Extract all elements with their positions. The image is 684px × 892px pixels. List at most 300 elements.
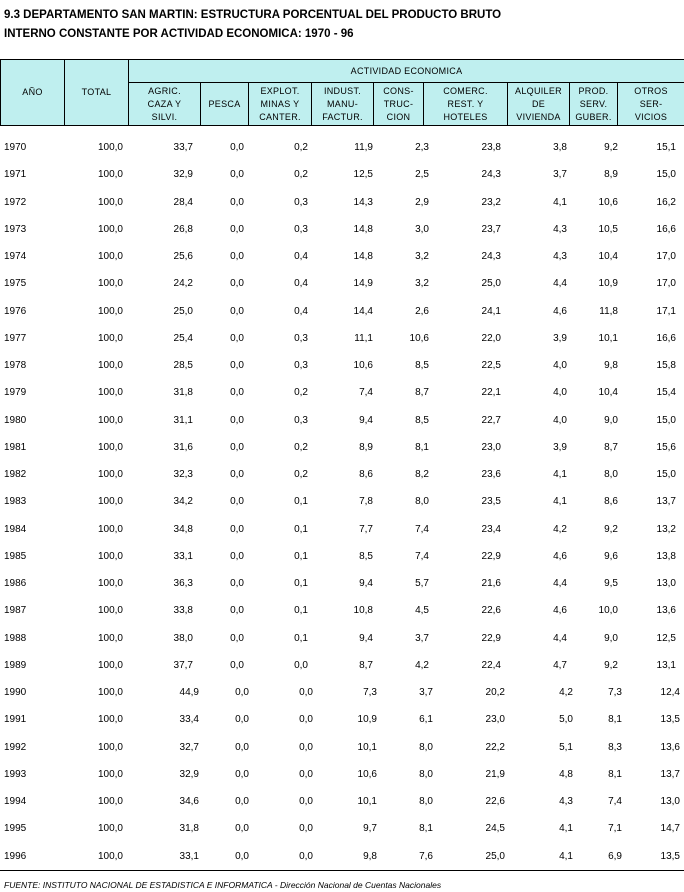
value-cell: 0,0	[235, 768, 249, 780]
value-cell: 3,2	[415, 278, 429, 290]
value-cell: 21,6	[481, 578, 501, 589]
value-cell: 0,0	[299, 823, 313, 835]
header-activity-group: ACTIVIDAD ECONOMICA	[129, 60, 684, 83]
value-cell: 4,2	[415, 659, 429, 671]
value-cell: 10,6	[353, 360, 373, 371]
header-line: PROD.	[578, 85, 609, 96]
year-cell: 1994	[4, 796, 27, 807]
value-cell: 8,6	[604, 496, 618, 508]
table-row	[0, 405, 684, 432]
value-cell: 100,0	[97, 441, 123, 453]
value-cell: 100,0	[97, 714, 123, 726]
header-line: PESCA	[208, 98, 241, 109]
table-row	[0, 541, 684, 568]
value-cell: 13,5	[660, 850, 680, 862]
value-cell: 44,9	[179, 687, 199, 698]
value-cell: 22,0	[481, 332, 501, 344]
value-cell: 8,6	[359, 469, 373, 480]
value-cell: 9,4	[359, 414, 373, 426]
value-cell: 0,0	[299, 850, 313, 862]
year-cell: 1978	[4, 360, 27, 371]
table-row	[0, 486, 684, 513]
year-cell: 1974	[4, 251, 27, 262]
value-cell: 7,4	[415, 523, 429, 535]
value-cell: 100,0	[97, 741, 123, 753]
value-cell: 38,0	[173, 632, 193, 644]
value-cell: 24,5	[485, 823, 505, 835]
value-cell: 0,3	[294, 414, 308, 426]
value-cell: 100,0	[97, 605, 123, 617]
year-cell: 1977	[4, 332, 27, 344]
year-cell: 1975	[4, 278, 27, 290]
table-row	[0, 759, 684, 786]
value-cell: 8,1	[419, 823, 433, 835]
header-line: REST. Y	[447, 98, 484, 109]
header-line: VIVIENDA	[516, 111, 561, 122]
table-body	[0, 132, 684, 868]
value-cell: 0,0	[230, 169, 244, 181]
value-cell: 0,0	[294, 659, 308, 671]
value-cell: 100,0	[97, 796, 123, 807]
table-row	[0, 432, 684, 459]
value-cell: 34,2	[173, 496, 193, 508]
value-cell: 4,6	[553, 305, 567, 317]
value-cell: 0,0	[230, 578, 244, 589]
value-cell: 0,0	[230, 278, 244, 290]
header-line: SER-	[639, 98, 663, 109]
value-cell: 14,9	[353, 278, 373, 290]
value-cell: 9,4	[359, 632, 373, 644]
table-title-line-1: 9.3 DEPARTAMENTO SAN MARTIN: ESTRUCTURA PORCENTUAL DEL PRODUCTO BRUTO	[4, 9, 502, 21]
value-cell: 23,0	[485, 714, 505, 726]
table-row	[0, 350, 684, 377]
value-cell: 0,0	[230, 251, 244, 262]
year-cell: 1976	[4, 305, 27, 317]
table-row	[0, 813, 684, 840]
value-cell: 0,0	[235, 796, 249, 807]
value-cell: 7,4	[415, 550, 429, 562]
value-cell: 10,0	[598, 605, 618, 617]
value-cell: 17,0	[656, 278, 676, 290]
table-row	[0, 732, 684, 759]
value-cell: 23,2	[481, 196, 501, 208]
value-cell: 11,1	[354, 332, 373, 344]
header-line: CANTER.	[259, 111, 301, 122]
value-cell: 32,3	[173, 469, 193, 480]
year-cell: 1972	[4, 196, 27, 208]
value-cell: 0,0	[230, 196, 244, 208]
year-cell: 1970	[4, 142, 27, 153]
value-cell: 14,7	[660, 823, 680, 835]
year-cell: 1973	[4, 223, 27, 235]
year-cell: 1984	[4, 523, 27, 535]
value-cell: 10,4	[598, 251, 618, 262]
value-cell: 24,2	[173, 278, 193, 290]
value-cell: 13,8	[656, 550, 676, 562]
value-cell: 0,2	[294, 469, 308, 480]
value-cell: 10,6	[598, 196, 618, 208]
value-cell: 7,3	[363, 687, 377, 698]
value-cell: 0,1	[294, 605, 308, 617]
table-row	[0, 568, 684, 595]
value-cell: 36,3	[173, 578, 193, 589]
value-cell: 13,6	[660, 741, 680, 753]
value-cell: 0,0	[299, 714, 313, 726]
value-cell: 13,1	[656, 659, 676, 671]
value-cell: 7,6	[419, 850, 433, 862]
value-cell: 5,0	[559, 714, 573, 726]
value-cell: 2,6	[415, 305, 429, 317]
year-cell: 1990	[4, 687, 27, 698]
value-cell: 25,0	[485, 850, 505, 862]
value-cell: 0,2	[294, 387, 308, 399]
value-cell: 0,0	[230, 387, 244, 399]
value-cell: 2,3	[415, 142, 429, 153]
value-cell: 2,9	[415, 196, 429, 208]
header-agric	[129, 83, 201, 126]
value-cell: 4,4	[553, 278, 567, 290]
value-cell: 24,3	[481, 251, 501, 262]
value-cell: 9,8	[604, 360, 618, 371]
value-cell: 22,9	[481, 632, 501, 644]
value-cell: 3,9	[553, 332, 567, 344]
header-line: EXPLOT.	[260, 85, 300, 96]
header-explot	[249, 83, 312, 126]
value-cell: 3,0	[415, 223, 429, 235]
value-cell: 9,2	[604, 142, 618, 153]
value-cell: 0,0	[299, 768, 313, 780]
value-cell: 0,1	[294, 632, 308, 644]
value-cell: 100,0	[97, 687, 123, 698]
year-cell: 1983	[4, 496, 27, 508]
value-cell: 33,7	[173, 142, 193, 153]
header-line: INDUST.	[323, 85, 362, 96]
year-cell: 1985	[4, 550, 27, 562]
value-cell: 12,5	[656, 632, 676, 644]
value-cell: 34,6	[179, 796, 199, 807]
value-cell: 3,8	[553, 142, 567, 153]
value-cell: 100,0	[97, 332, 123, 344]
value-cell: 37,7	[173, 659, 193, 671]
year-cell: 1986	[4, 578, 27, 589]
table-row	[0, 159, 684, 186]
value-cell: 22,1	[481, 387, 501, 399]
value-cell: 100,0	[97, 414, 123, 426]
header-line: TRUC-	[383, 98, 414, 109]
value-cell: 4,1	[559, 850, 573, 862]
year-cell: 1981	[4, 441, 27, 453]
header-line: DE	[531, 98, 546, 109]
value-cell: 14,4	[353, 305, 373, 317]
value-cell: 7,7	[359, 523, 373, 535]
value-cell: 100,0	[97, 768, 123, 780]
value-cell: 10,1	[357, 741, 377, 753]
value-cell: 11,8	[599, 305, 618, 317]
value-cell: 4,0	[553, 414, 567, 426]
header-otros	[618, 83, 684, 126]
header-line: CAZA Y	[147, 98, 182, 109]
value-cell: 33,1	[179, 850, 199, 862]
value-cell: 14,8	[353, 223, 373, 235]
value-cell: 26,8	[173, 223, 193, 235]
value-cell: 9,5	[604, 578, 618, 589]
value-cell: 13,7	[660, 768, 680, 780]
value-cell: 100,0	[97, 251, 123, 262]
value-cell: 0,4	[294, 305, 308, 317]
value-cell: 4,2	[559, 687, 573, 698]
header-alquiler	[508, 83, 570, 126]
value-cell: 0,2	[294, 169, 308, 181]
value-cell: 0,1	[294, 523, 308, 535]
value-cell: 10,9	[357, 714, 377, 726]
value-cell: 8,5	[359, 550, 373, 562]
value-cell: 4,7	[553, 659, 567, 671]
value-cell: 0,0	[230, 605, 244, 617]
value-cell: 15,1	[656, 142, 676, 153]
table-row	[0, 377, 684, 404]
value-cell: 10,1	[357, 796, 377, 807]
header-construc	[374, 83, 424, 126]
value-cell: 32,9	[173, 169, 193, 181]
value-cell: 0,3	[294, 223, 308, 235]
value-cell: 9,8	[363, 850, 377, 862]
value-cell: 100,0	[97, 223, 123, 235]
value-cell: 100,0	[97, 550, 123, 562]
value-cell: 4,1	[553, 469, 567, 480]
value-cell: 4,2	[553, 523, 567, 535]
value-cell: 22,7	[481, 414, 501, 426]
value-cell: 0,0	[299, 796, 313, 807]
value-cell: 16,6	[656, 223, 676, 235]
year-cell: 1980	[4, 414, 27, 426]
value-cell: 3,7	[553, 169, 567, 181]
value-cell: 0,3	[294, 196, 308, 208]
value-cell: 0,1	[294, 550, 308, 562]
value-cell: 9,4	[359, 578, 373, 589]
value-cell: 31,8	[173, 387, 193, 399]
header-line: COMERC.	[443, 85, 488, 96]
value-cell: 0,0	[230, 496, 244, 508]
value-cell: 25,0	[481, 278, 501, 290]
value-cell: 24,1	[481, 305, 501, 317]
year-cell: 1988	[4, 632, 27, 644]
value-cell: 4,3	[553, 251, 567, 262]
value-cell: 0,0	[230, 441, 244, 453]
value-cell: 23,8	[481, 142, 501, 153]
value-cell: 8,7	[359, 659, 373, 671]
value-cell: 8,1	[608, 714, 622, 726]
value-cell: 4,6	[553, 605, 567, 617]
header-total: TOTAL	[65, 60, 129, 126]
value-cell: 4,8	[559, 768, 573, 780]
value-cell: 25,0	[173, 305, 193, 317]
value-cell: 8,7	[415, 387, 429, 399]
value-cell: 4,1	[553, 196, 567, 208]
year-cell: 1996	[4, 850, 27, 862]
value-cell: 12,5	[353, 169, 373, 181]
value-cell: 9,0	[604, 414, 618, 426]
value-cell: 8,0	[419, 741, 433, 753]
value-cell: 16,6	[656, 332, 676, 344]
value-cell: 9,6	[604, 550, 618, 562]
header-line: SERV.	[579, 98, 608, 109]
value-cell: 12,4	[660, 687, 680, 698]
value-cell: 33,1	[173, 550, 193, 562]
value-cell: 4,5	[415, 605, 429, 617]
value-cell: 0,0	[230, 632, 244, 644]
value-cell: 10,4	[598, 387, 618, 399]
value-cell: 100,0	[97, 278, 123, 290]
value-cell: 0,4	[294, 251, 308, 262]
value-cell: 22,9	[481, 550, 501, 562]
value-cell: 25,4	[173, 332, 193, 344]
footer-divider	[0, 870, 684, 871]
value-cell: 0,0	[235, 741, 249, 753]
value-cell: 4,1	[559, 823, 573, 835]
header-line: SILVI.	[151, 111, 178, 122]
header-line: CONS-	[383, 85, 414, 96]
value-cell: 0,0	[230, 414, 244, 426]
value-cell: 0,3	[294, 360, 308, 371]
table-row	[0, 323, 684, 350]
value-cell: 9,2	[604, 659, 618, 671]
value-cell: 4,3	[553, 223, 567, 235]
header-line: VICIOS	[634, 111, 668, 122]
header-indust	[312, 83, 374, 126]
value-cell: 25,6	[173, 251, 193, 262]
table-row	[0, 132, 684, 159]
value-cell: 15,0	[656, 469, 676, 480]
value-cell: 0,0	[235, 714, 249, 726]
value-cell: 33,8	[173, 605, 193, 617]
header-pesca	[201, 83, 249, 126]
value-cell: 10,5	[598, 223, 618, 235]
header-line: OTROS	[634, 85, 668, 96]
value-cell: 100,0	[97, 196, 123, 208]
table-row	[0, 514, 684, 541]
value-cell: 100,0	[97, 387, 123, 399]
value-cell: 22,6	[485, 796, 505, 807]
header-line: HOTELES	[443, 111, 488, 122]
value-cell: 7,8	[359, 496, 373, 508]
value-cell: 31,1	[173, 414, 193, 426]
value-cell: 3,2	[415, 251, 429, 262]
value-cell: 8,2	[415, 469, 429, 480]
value-cell: 31,6	[173, 441, 193, 453]
value-cell: 4,4	[553, 632, 567, 644]
header-line: MINAS Y	[260, 98, 300, 109]
value-cell: 15,4	[656, 387, 676, 399]
value-cell: 3,9	[553, 441, 567, 453]
value-cell: 100,0	[97, 850, 123, 862]
table-row	[0, 187, 684, 214]
value-cell: 9,2	[604, 523, 618, 535]
value-cell: 0,0	[230, 659, 244, 671]
value-cell: 100,0	[97, 469, 123, 480]
header-line: AGRIC.	[148, 85, 181, 96]
value-cell: 0,0	[230, 223, 244, 235]
value-cell: 0,2	[294, 142, 308, 153]
value-cell: 17,0	[656, 251, 676, 262]
value-cell: 31,8	[179, 823, 199, 835]
year-cell: 1982	[4, 469, 27, 480]
value-cell: 3,7	[415, 632, 429, 644]
value-cell: 100,0	[97, 169, 123, 181]
value-cell: 8,0	[604, 469, 618, 480]
value-cell: 0,1	[294, 496, 308, 508]
header-comerc	[424, 83, 508, 126]
table-row	[0, 786, 684, 813]
value-cell: 20,2	[485, 687, 505, 698]
header-year: AÑO	[1, 60, 65, 126]
table-row	[0, 677, 684, 704]
value-cell: 21,9	[485, 768, 505, 780]
value-cell: 17,1	[656, 305, 676, 317]
value-cell: 15,0	[656, 169, 676, 181]
value-cell: 0,0	[235, 850, 249, 862]
header-prod-serv	[570, 83, 618, 126]
value-cell: 15,6	[656, 441, 676, 453]
value-cell: 22,5	[481, 360, 501, 371]
value-cell: 100,0	[97, 305, 123, 317]
value-cell: 0,0	[230, 332, 244, 344]
value-cell: 2,5	[415, 169, 429, 181]
table-row	[0, 459, 684, 486]
value-cell: 22,6	[481, 605, 501, 617]
year-cell: 1971	[4, 169, 27, 181]
value-cell: 0,1	[294, 578, 308, 589]
value-cell: 10,9	[598, 278, 618, 290]
value-cell: 24,3	[481, 169, 501, 181]
value-cell: 0,0	[230, 142, 244, 153]
value-cell: 5,7	[415, 578, 429, 589]
value-cell: 0,0	[230, 469, 244, 480]
value-cell: 16,2	[656, 196, 676, 208]
value-cell: 10,1	[598, 332, 618, 344]
value-cell: 100,0	[97, 578, 123, 589]
value-cell: 8,7	[604, 441, 618, 453]
value-cell: 0,0	[230, 360, 244, 371]
year-cell: 1979	[4, 387, 27, 399]
value-cell: 100,0	[97, 496, 123, 508]
table-row	[0, 841, 684, 868]
value-cell: 23,4	[481, 523, 501, 535]
value-cell: 7,4	[359, 387, 373, 399]
value-cell: 8,1	[415, 441, 429, 453]
year-cell: 1993	[4, 768, 27, 780]
value-cell: 8,3	[608, 741, 622, 753]
value-cell: 22,2	[485, 741, 505, 753]
value-cell: 0,2	[294, 441, 308, 453]
header-line: GUBER.	[575, 111, 612, 122]
table-row	[0, 241, 684, 268]
value-cell: 13,0	[656, 578, 676, 589]
table-row	[0, 214, 684, 241]
year-cell: 1989	[4, 659, 27, 671]
value-cell: 8,0	[419, 796, 433, 807]
value-cell: 4,6	[553, 550, 567, 562]
value-cell: 0,0	[230, 305, 244, 317]
value-cell: 8,9	[359, 441, 373, 453]
value-cell: 100,0	[97, 823, 123, 835]
value-cell: 8,9	[604, 169, 618, 181]
value-cell: 7,1	[608, 823, 622, 835]
header-line: FACTUR.	[322, 111, 363, 122]
year-cell: 1991	[4, 714, 27, 726]
year-cell: 1987	[4, 605, 27, 617]
value-cell: 3,7	[419, 687, 433, 698]
value-cell: 0,0	[235, 687, 249, 698]
